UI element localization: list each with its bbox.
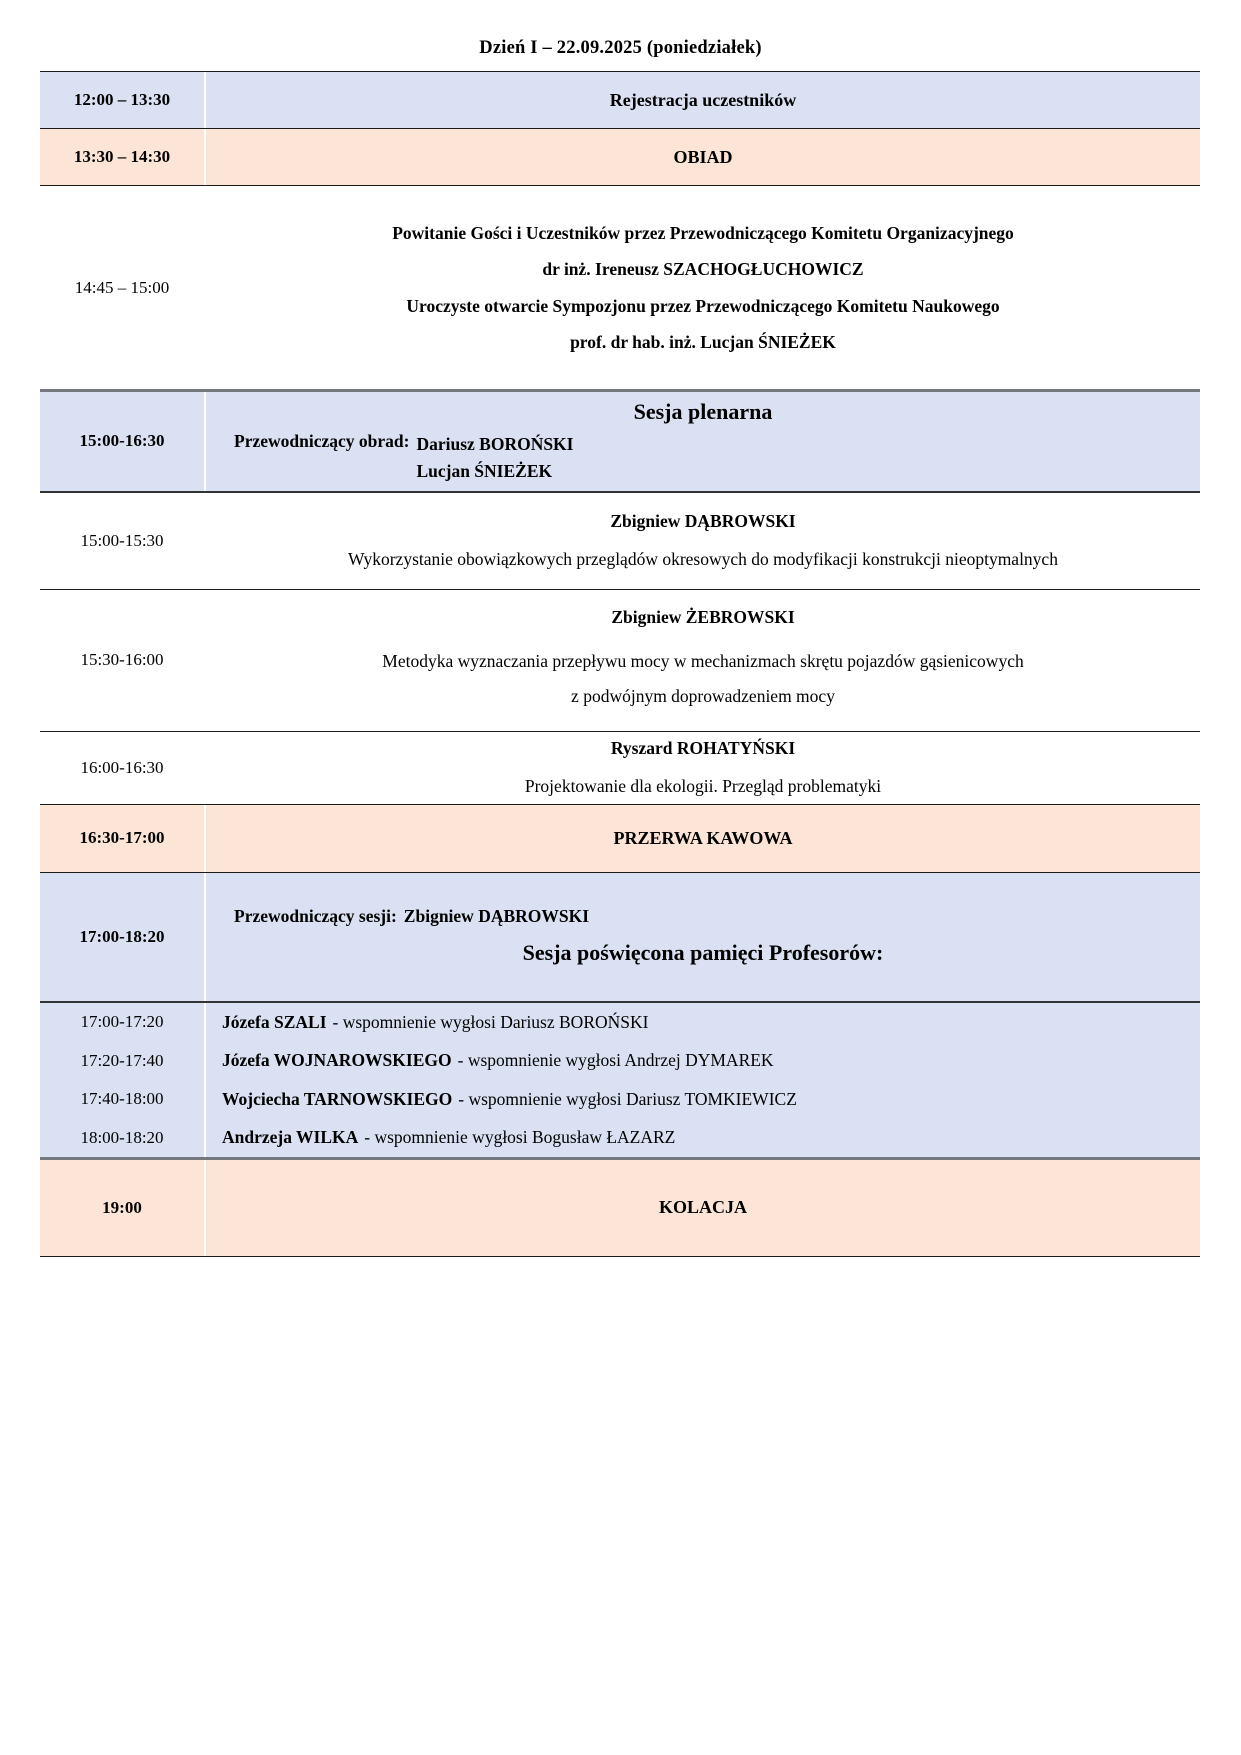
- row-coffee-break: [40, 805, 1200, 873]
- time-cell: 17:00-17:20: [40, 1003, 206, 1042]
- event-title: PRZERWA KAWOWA: [613, 827, 793, 848]
- event-title: KOLACJA: [658, 1197, 747, 1218]
- opening-line: dr inż. Ireneusz SZACHOGŁUCHOWICZ: [542, 259, 864, 280]
- honoree-name: Józefa SZALI: [222, 1011, 327, 1032]
- row-memorial-list: [40, 1003, 1200, 1160]
- event-title: OBIAD: [673, 146, 733, 167]
- speaker-name: Zbigniew DĄBROWSKI: [610, 510, 796, 531]
- time-cell: 15:30-16:00: [40, 590, 206, 731]
- honoree-name: Wojciecha TARNOWSKIEGO: [222, 1088, 453, 1109]
- page-title: Dzień I – 22.09.2025 (poniedziałek): [479, 38, 762, 58]
- session-title: Sesja poświęcona pamięci Profesorów:: [522, 940, 884, 966]
- event-title: Rejestracja uczestników: [609, 89, 797, 110]
- row-dinner: [40, 1160, 1200, 1257]
- row-talk-zebrowski: [40, 590, 1200, 732]
- session-chair: [218, 906, 1188, 927]
- time-cell: 19:00: [40, 1160, 206, 1256]
- chair-label: Przewodniczący sesji:: [234, 906, 397, 927]
- talk-cell: [206, 590, 1200, 731]
- chair-names: [416, 431, 573, 485]
- chair-name: Dariusz BOROŃSKI: [416, 433, 574, 454]
- opening-lines: [392, 215, 1014, 359]
- memorial-item: [40, 1041, 1200, 1080]
- row-talk-rohatynski: [40, 732, 1200, 805]
- opening-line: Uroczyste otwarcie Sympozjonu przez Przewodniczącego Komitetu Naukowego: [406, 295, 1000, 316]
- time-cell: 13:30 – 14:30: [40, 129, 206, 185]
- session-header-cell: [206, 873, 1200, 1001]
- speaker-name: Zbigniew ŻEBROWSKI: [611, 606, 795, 627]
- memorial-item: [40, 1118, 1200, 1157]
- time-cell: 12:00 – 13:30: [40, 72, 206, 128]
- schedule-table: [40, 71, 1200, 1257]
- memorial-note: - wspomnienie wygłosi Dariusz TOMKIEWICZ: [458, 1088, 797, 1109]
- memorial-text: [206, 1003, 1200, 1042]
- opening-cell: [206, 186, 1200, 389]
- event-cell: [206, 72, 1200, 128]
- talk-cell: [206, 493, 1200, 589]
- memorial-text: [206, 1041, 1200, 1080]
- memorial-note: - wspomnienie wygłosi Andrzej DYMAREK: [457, 1050, 774, 1071]
- honoree-name: Józefa WOJNAROWSKIEGO: [222, 1050, 452, 1071]
- row-memorial-session-header: [40, 873, 1200, 1003]
- memorial-text: [206, 1080, 1200, 1119]
- event-cell: [206, 129, 1200, 185]
- speaker-name: Ryszard ROHATYŃSKI: [610, 737, 796, 758]
- time-cell: 15:00-16:30: [40, 392, 206, 491]
- row-talk-dabrowski: [40, 493, 1200, 590]
- row-plenary-session-header: [40, 392, 1200, 493]
- opening-line: Powitanie Gości i Uczestników przez Przewodniczącego Komitetu Organizacyjnego: [392, 223, 1014, 244]
- memorial-note: - wspomnienie wygłosi Bogusław ŁAZARZ: [364, 1127, 676, 1148]
- honoree-name: Andrzeja WILKA: [222, 1127, 359, 1148]
- talk-title: Wykorzystanie obowiązkowych przeglądów okresowych do modyfikacji konstrukcji nieoptymalnych: [348, 549, 1058, 570]
- talk-title-line: Metodyka wyznaczania przepływu mocy w mechanizmach skrętu pojazdów gąsienicowych: [382, 650, 1024, 671]
- time-cell: 17:00-18:20: [40, 873, 206, 1001]
- row-opening: [40, 186, 1200, 392]
- chair-name: Lucjan ŚNIEŻEK: [416, 460, 553, 481]
- memorial-item: [40, 1080, 1200, 1119]
- memorial-item: [40, 1003, 1200, 1042]
- session-chairs: [218, 431, 1188, 485]
- session-title: Sesja plenarna: [633, 399, 773, 424]
- time-cell: 16:00-16:30: [40, 732, 206, 804]
- talk-title: [382, 644, 1023, 714]
- session-header-cell: [206, 392, 1200, 491]
- memorial-note: - wspomnienie wygłosi Dariusz BOROŃSKI: [332, 1011, 649, 1032]
- chair-name: Zbigniew DĄBROWSKI: [403, 906, 590, 927]
- opening-line: prof. dr hab. inż. Lucjan ŚNIEŻEK: [570, 331, 836, 352]
- row-registration: [40, 72, 1200, 129]
- time-cell: 18:00-18:20: [40, 1118, 206, 1157]
- row-lunch: [40, 129, 1200, 186]
- talk-title-line: z podwójnym doprowadzeniem mocy: [571, 685, 835, 706]
- time-cell: 17:20-17:40: [40, 1041, 206, 1080]
- event-cell: [206, 805, 1200, 872]
- talk-title: Projektowanie dla ekologii. Przegląd problematyki: [524, 776, 882, 797]
- time-cell: 16:30-17:00: [40, 805, 206, 872]
- event-cell: [206, 1160, 1200, 1256]
- chair-label: Przewodniczący obrad:: [234, 430, 410, 451]
- time-cell: 15:00-15:30: [40, 493, 206, 589]
- memorial-text: [206, 1118, 1200, 1157]
- talk-cell: [206, 732, 1200, 804]
- time-cell: 17:40-18:00: [40, 1080, 206, 1119]
- time-cell: 14:45 – 15:00: [40, 186, 206, 389]
